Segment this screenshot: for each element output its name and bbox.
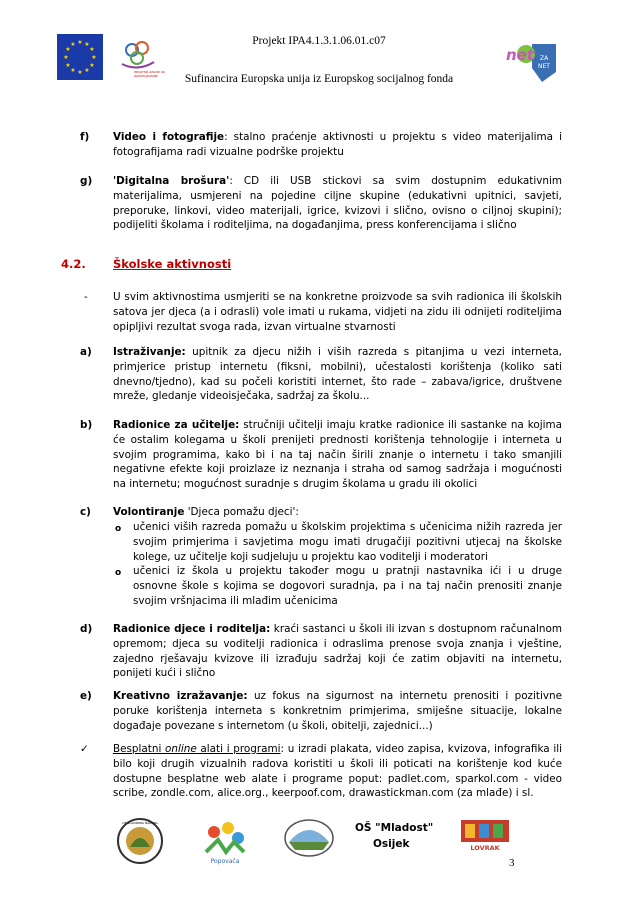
svg-text:ZA: ZA bbox=[540, 55, 549, 62]
school-logo-3 bbox=[283, 812, 335, 864]
check-italic: online bbox=[165, 743, 197, 755]
item-text: stručniji učitelji imaju kratke radionice ili sastanke na kojima će ostalim kolegama u školi prenijeti prednosti korištenja tehnologije i interneta u svojim programima, kako bi i na taj način širili znanje o internetu i tako smanjili negativne efekte koji proizlaze iz neznanja i straha od samog sadržaja i mogućnosti na internetu; mogućnost suradnje s drugim školama u gradu ili okolici bbox=[113, 419, 562, 491]
check-text: : u izradi plakata, video zapisa, kvizova, infografika ili bilo koji drugih vizualnih radova koristiti u školi ili poticati na korištenje kod kuće dostupne besplatne web alate i programe poput: padlet.com, sparkol.com - video scribe, zondle.com, alice.org., keerpoof.com, drawastickman.com (za mlađe) i sl. bbox=[113, 743, 562, 800]
logo-1-text: OŠ VLADIMIRA NAZORA bbox=[122, 821, 158, 825]
section-number: 4.2. bbox=[61, 257, 86, 271]
school-logo-5 bbox=[455, 816, 515, 858]
svg-text:★: ★ bbox=[89, 46, 95, 53]
logo-2-text: Popovača bbox=[210, 858, 240, 865]
svg-text:net: net bbox=[506, 46, 535, 64]
item-text: 'Djeca pomažu djeci': bbox=[184, 506, 299, 518]
item-title: Radionice za učitelje: bbox=[113, 419, 240, 431]
item-label: c) bbox=[80, 506, 91, 518]
sub-bullet: učenici iz škola u projektu također mogu u pratnji nastavnika ići i u druge osnovne škole s kojima se dogovori suradnja, pa i na taj način prenositi znanje svojim vršnjacima ili mlađim učenicima bbox=[133, 565, 562, 607]
svg-text:★: ★ bbox=[63, 54, 69, 61]
school-logo-1 bbox=[116, 817, 164, 865]
svg-text:★: ★ bbox=[70, 41, 76, 48]
list-item: U svim aktivnostima usmjeriti se na konkretne proizvode sa svih radionica ili školskih satova jer djeca (a i odrasli) vole imati u rukama, vidjeti na zidu ili odnijeti roditeljima opipljivi rezultat svoga rada, izvan virtualne stvarnosti bbox=[113, 291, 562, 333]
item-text: uz fokus na sigurnost na internetu prenositi i pozitivne poruke korištenja interneta s konkretnim primjerima, smiješne situacije, lokalne događaje povezane s internetom (u školi, obitelji, zajednici...) bbox=[113, 690, 562, 732]
funding-note: Sufinancira Europska unija iz Europskog socijalnog fonda bbox=[184, 73, 454, 85]
item-title: Radionice djece i roditelja: bbox=[113, 623, 271, 635]
item-label: g) bbox=[80, 175, 93, 187]
item-label: a) bbox=[80, 346, 92, 358]
item-text: : stalno praćenje aktivnosti u projektu s video materijalima i fotografijama radi vizualne podrške projektu bbox=[113, 131, 562, 158]
item-title: Istraživanje: bbox=[113, 346, 186, 358]
item-label: f) bbox=[80, 131, 90, 143]
svg-text:★: ★ bbox=[91, 54, 97, 61]
svg-text:★: ★ bbox=[84, 41, 90, 48]
svg-text:NET: NET bbox=[538, 63, 550, 70]
item-label: d) bbox=[80, 623, 93, 635]
item-label: e) bbox=[80, 690, 92, 702]
school-logo-4 bbox=[355, 822, 435, 862]
svg-text:★: ★ bbox=[65, 46, 71, 53]
section-title: Školske aktivnosti bbox=[113, 257, 232, 271]
item-text: : CD ili USB stickovi sa svim dostupnim edukativnim materijalima, usmjereni na pojedine ciljne skupine (edukativni upitnici, savjeti, preporuke, linkovi, video materijali, igrice, kvizovi i slično, ovisno o ciljnoj skupini); podijeliti školama i roditeljima, na događanjima, press konferencijama i slično bbox=[113, 175, 562, 232]
page-number: 3 bbox=[509, 857, 515, 869]
list-item bbox=[113, 689, 562, 733]
svg-text:★: ★ bbox=[70, 67, 76, 74]
list-item bbox=[113, 742, 562, 801]
check-prefix: Besplatni bbox=[113, 743, 166, 755]
list-item bbox=[113, 505, 562, 520]
list-item bbox=[113, 130, 562, 160]
check-icon: ✓ bbox=[80, 743, 89, 755]
check-suffix: alati i programi bbox=[196, 743, 281, 755]
svg-text:★: ★ bbox=[89, 62, 95, 69]
list-item bbox=[113, 174, 562, 233]
logo-4-line1: OŠ "Mladost" bbox=[355, 822, 434, 834]
sub-bullet-marker: o bbox=[115, 524, 122, 534]
item-text: kraći sastanci u školi ili izvan s dostupnom računalnom opremom; djeca su voditelji radionica i odraslima prenose svoja znanja i vještine, zajedno rješavaju kvizove ili izrađuju sadržaj koji će zatim objaviti na internetu, ponijeti kući i slično bbox=[113, 623, 562, 680]
logo-4-line2: Osijek bbox=[373, 838, 410, 850]
list-item bbox=[113, 345, 562, 404]
logo-5-text: LOVRAK bbox=[470, 844, 500, 852]
logo-caption: HRVATSKI ZAVOD ZA ZAPOŠLJAVANJE bbox=[134, 70, 166, 78]
item-title: Volontiranje bbox=[113, 506, 185, 518]
list-item bbox=[113, 418, 562, 492]
school-logo-2 bbox=[200, 818, 250, 868]
project-code: Projekt IPA4.1.3.1.06.01.c07 bbox=[252, 35, 386, 47]
svg-text:★: ★ bbox=[77, 69, 83, 76]
svg-text:★: ★ bbox=[84, 67, 90, 74]
item-label: b) bbox=[80, 419, 93, 431]
item-title: Kreativno izražavanje: bbox=[113, 690, 248, 702]
dash-marker: - bbox=[84, 291, 88, 303]
sub-bullet: učenici viših razreda pomažu u školskim projektima s učenicima nižih razreda jer svojim primjerima i savjetima mogu imati drugačiji pozitivni utjecaj na školske kolege, uz učitelje koji sudjeluju u projektu kao voditelji i moderatori bbox=[133, 521, 562, 563]
item-text: upitnik za djecu nižih i viših razreda s pitanjima u vezi interneta, primjerice pristup internetu (fiksni, mobilni), učestalosti korištenja (koliko sati dnevno/tjedno), kad su počeli koristiti internet, što rade – zabava/igrice, društvene mreže, gledanje videoisječaka, sadržaj za školu... bbox=[113, 346, 562, 403]
sub-bullet-marker: o bbox=[115, 568, 122, 578]
svg-text:★: ★ bbox=[77, 39, 83, 46]
svg-text:★: ★ bbox=[65, 62, 71, 69]
item-title: Video i fotografije bbox=[113, 131, 225, 143]
item-title: 'Digitalna brošura' bbox=[113, 175, 230, 187]
list-item bbox=[113, 622, 562, 681]
